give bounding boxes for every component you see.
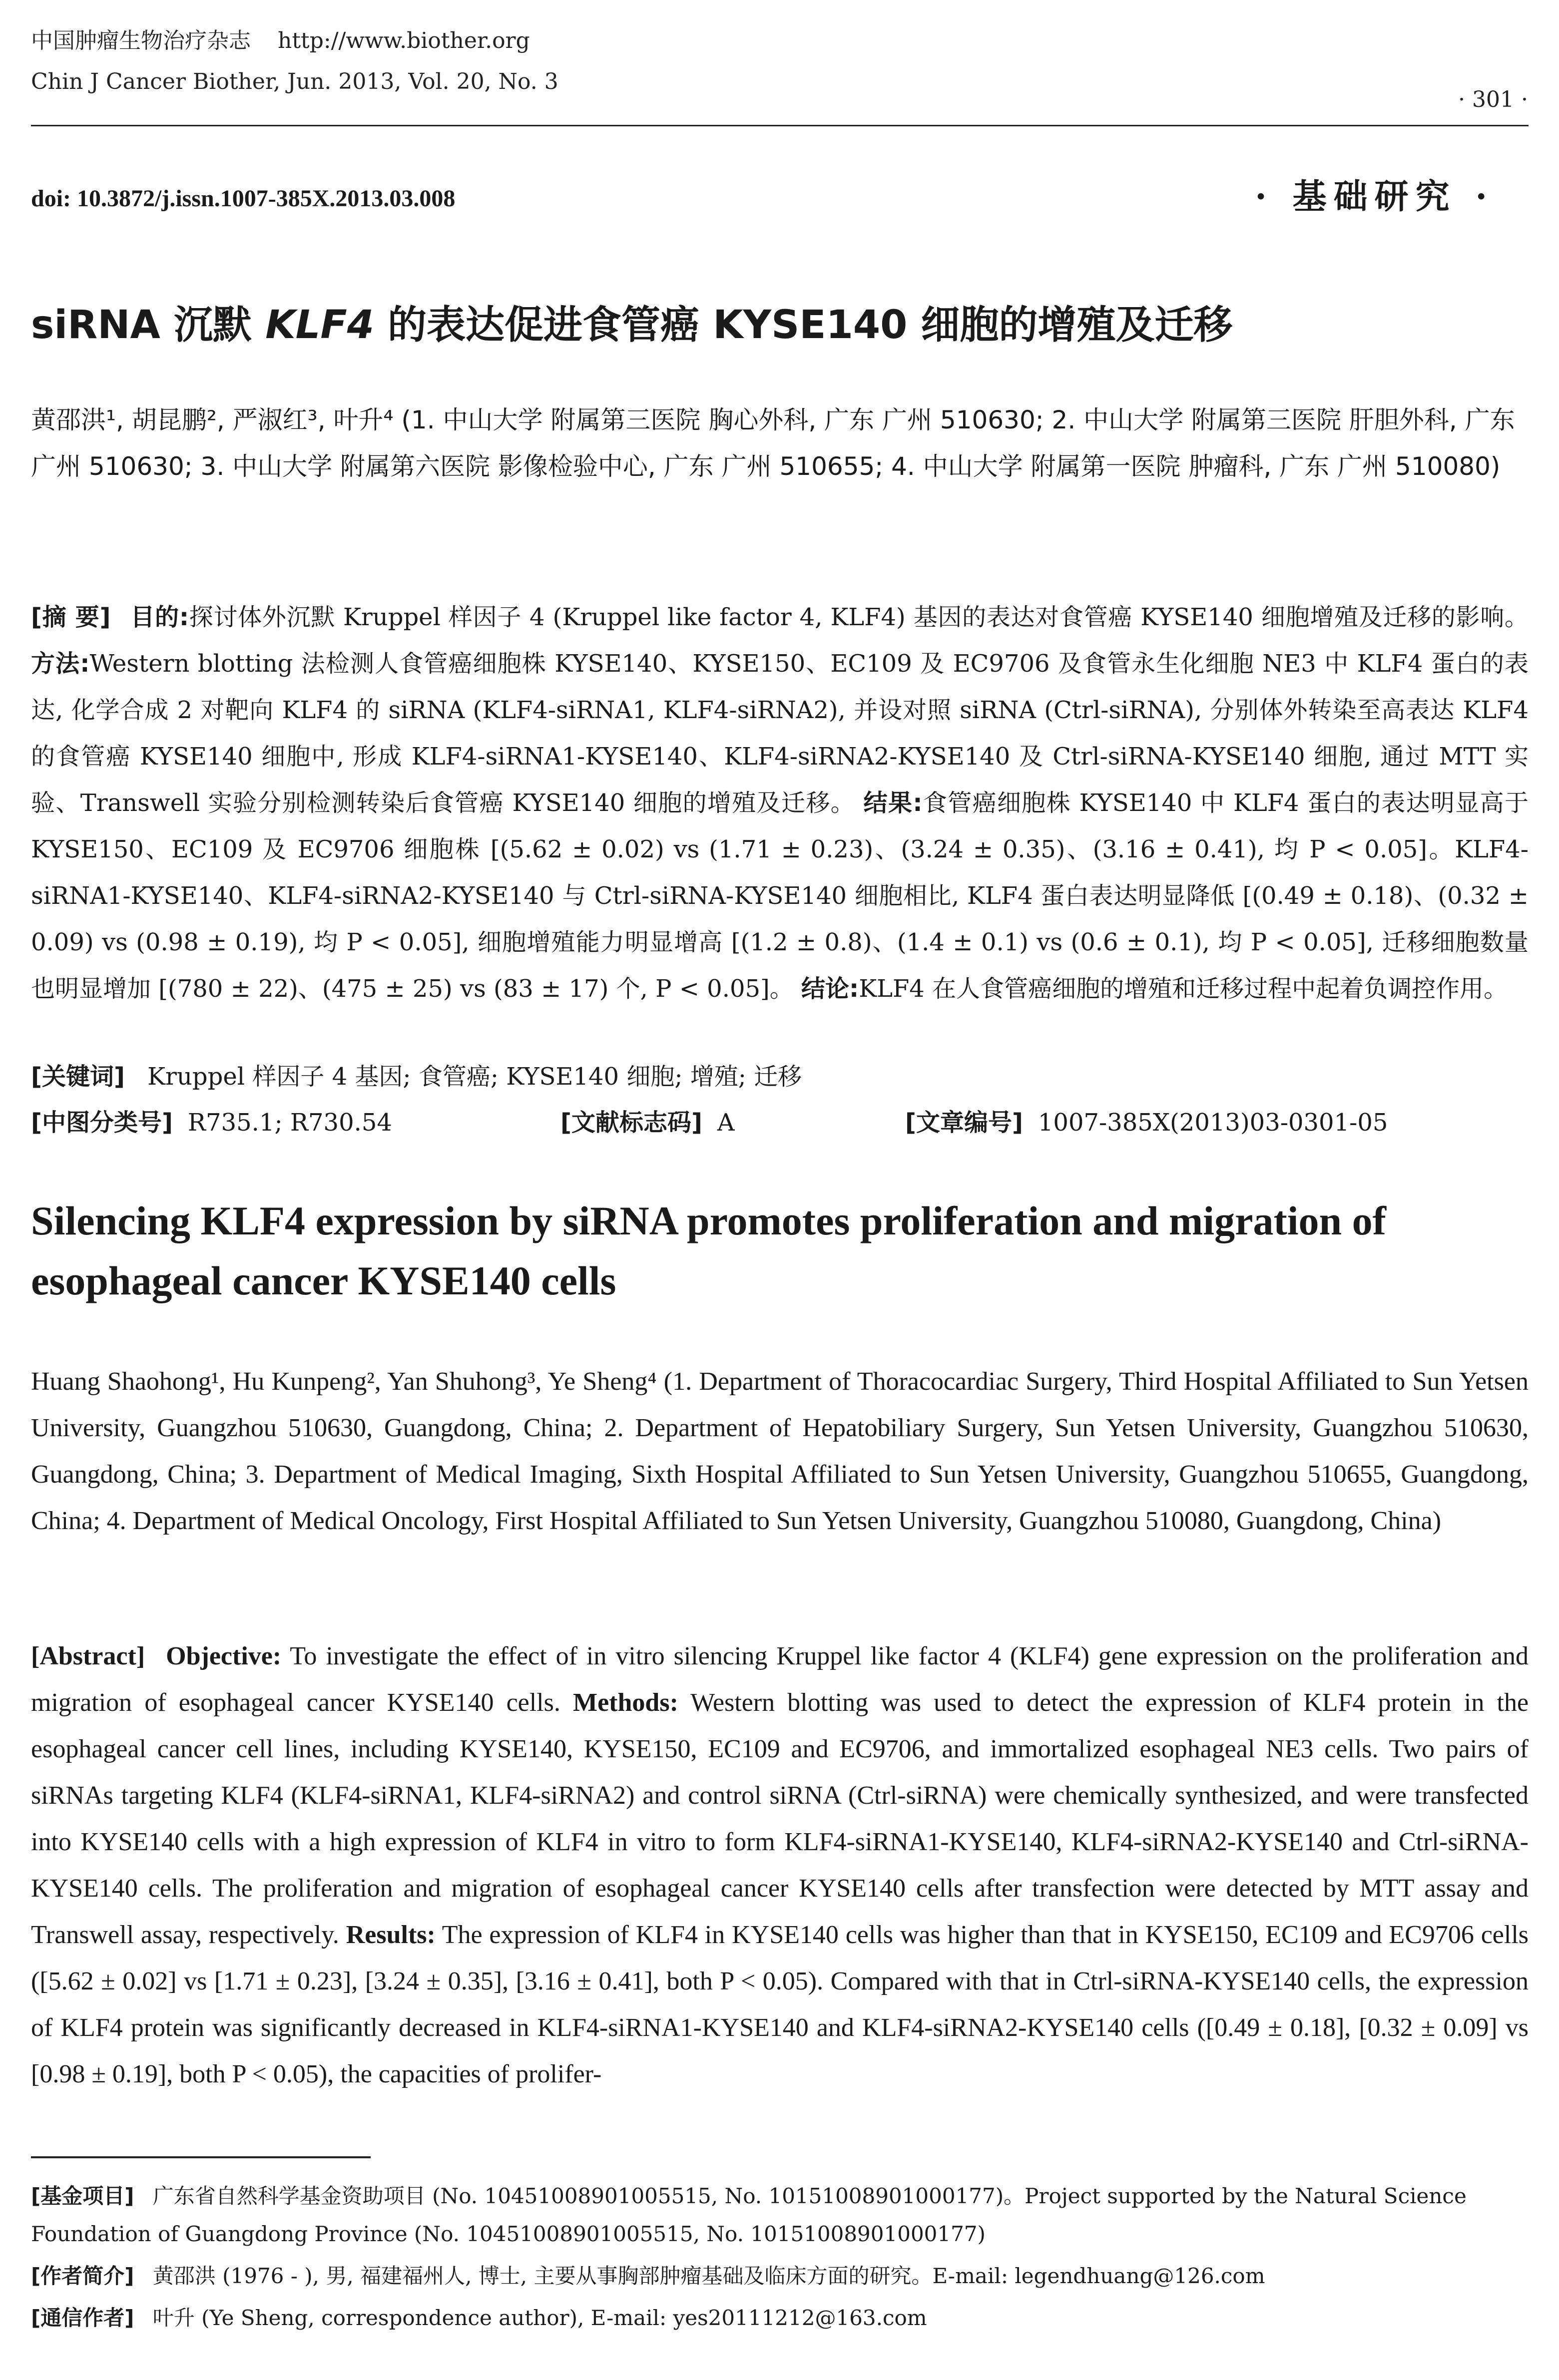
- section-category: · 基础研究 ·: [1255, 177, 1494, 217]
- conclusion-label-cn: 结论:: [801, 975, 859, 1003]
- author-bio-note: [31, 2257, 1529, 2295]
- title-cn-suffix: 的表达促进食管癌 KYSE140 细胞的增殖及迁移: [374, 303, 1233, 348]
- abstract-cn-label: [摘 要]: [31, 603, 111, 631]
- author-bio-text: 黄邵洪 (1976 - ), 男, 福建福州人, 博士, 主要从事胸部肿瘤基础及临床方面的研究。E-mail: legendhuang@126.com: [152, 2264, 1265, 2288]
- results-label-en: Results:: [346, 1921, 436, 1949]
- authors-en: Huang Shaohong¹, Hu Kunpeng², Yan Shuhong³, Ye Sheng⁴ (1. Department of Thoracocardiac Surgery, Third Hospital Affiliated to Sun Yetsen University, Guangzhou 510630, Guangdong, China; 2. Department of Hepatobiliary Surgery, Sun Yetsen University, Guangzhou 510630, Guangdong, China; 3. Department of Medical Imaging, Sixth Hospital Affiliated to Sun Yetsen University, Guangzhou 510655, Guangdong, China; 4. Department of Medical Oncology, First Hospital Affiliated to Sun Yetsen University, Guangzhou 510080, Guangdong, China): [31, 1367, 1529, 1535]
- journal-citation: Chin J Cancer Biother, Jun. 2013, Vol. 20, No. 3: [31, 69, 558, 94]
- objective-label-cn: 目的:: [130, 603, 189, 631]
- title-cn-gene: KLF4: [265, 303, 374, 348]
- running-header: [31, 26, 730, 97]
- results-cn: 食管癌细胞株 KYSE140 中 KLF4 蛋白的表达明显高于 KYSE150、EC109 及 EC9706 细胞株 [(5.62 ± 0.02) vs (1.71 ± 0.23)、(3.24 ± 0.35)、(3.16 ± 0.41), 均 P < 0.05]。KLF4-siRNA1-KYSE140、KLF4-siRNA2-KYSE140 与 Ctrl-siRNA-KYSE140 细胞相比, KLF4 蛋白表达明显降低 [(0.49 ± 0.18)、(0.32 ± 0.09) vs (0.98 ± 0.19), 均 P < 0.05], 细胞增殖能力明显增高 [(1.2 ± 0.8)、(1.4 ± 0.1) vs (0.6 ± 0.1), 均 P < 0.05], 迁移细胞数量也明显增加 [(780 ± 22)、(475 ± 25) vs (83 ± 17) 个, P < 0.05]。: [31, 789, 1529, 1003]
- methods-label-cn: 方法:: [31, 650, 90, 678]
- article-title-en: Silencing KLF4 expression by siRNA promotes proliferation and migration of esophageal cancer KYSE140 cells: [31, 1198, 1386, 1303]
- page-number: · 301 ·: [1458, 87, 1528, 112]
- funding-note: [31, 2177, 1529, 2253]
- doi[interactable]: doi: 10.3872/j.issn.1007-385X.2013.03.008: [31, 185, 456, 212]
- objective-label-en: Objective:: [166, 1642, 282, 1670]
- corresponding-author-note: [31, 2299, 1529, 2337]
- abstract-cn: [31, 594, 1529, 1012]
- article-number-value: 1007-385X(2013)03-0301-05: [1038, 1109, 1388, 1137]
- doc-code-value: A: [717, 1109, 735, 1137]
- keywords-label: [关键词]: [31, 1063, 125, 1091]
- abstract-en: [31, 1633, 1529, 2097]
- results-label-cn: 结果:: [863, 789, 923, 817]
- funding-text: 广东省自然科学基金资助项目 (No. 10451008901005515, No. 10151008901000177)。Project supported by the Natural Science Foundation of Guangdong Province (No. 10451008901005515, No. 10151008901000177): [31, 2184, 1467, 2246]
- corresponding-author-label: [通信作者]: [31, 2306, 134, 2330]
- conclusion-cn: KLF4 在人食管癌细胞的增殖和迁移过程中起着负调控作用。: [859, 975, 1508, 1003]
- authors-cn: 黄邵洪¹, 胡昆鹏², 严淑红³, 叶升⁴ (1. 中山大学 附属第三医院 胸心外科, 广东 广州 510630; 2. 中山大学 附属第三医院 肝胆外科, 广东 广州 510630; 3. 中山大学 附属第六医院 影像检验中心, 广东 广州 510655; 4. 中山大学 附属第一医院 肿瘤科, 广东 广州 510080): [31, 405, 1515, 481]
- author-bio-label: [作者简介]: [31, 2264, 134, 2288]
- journal-name-cn: 中国肿瘤生物治疗杂志: [31, 28, 251, 53]
- footnote-rule: [31, 2156, 371, 2158]
- objective-en: To investigate the effect of in vitro silencing Kruppel like factor 4 (KLF4) gene expression on the proliferation and migration of esophageal cancer KYSE140 cells.: [31, 1642, 1529, 1717]
- corresponding-author-text: 叶升 (Ye Sheng, correspondence author), E-mail: yes20111212@163.com: [152, 2306, 927, 2330]
- header-rule: [31, 125, 1529, 126]
- objective-cn: 探讨体外沉默 Kruppel 样因子 4 (Kruppel like factor 4, KLF4) 基因的表达对食管癌 KYSE140 细胞增殖及迁移的影响。: [189, 603, 1529, 631]
- methods-en: Western blotting was used to detect the expression of KLF4 protein in the esophageal cancer cell lines, including KYSE140, KYSE150, EC109 and EC9706, and immortalized esophageal NE3 cells. Two pairs of siRNAs targeting KLF4 (KLF4-siRNA1, KLF4-siRNA2) and control siRNA (Ctrl-siRNA) were chemically synthesized, and were transfected into KYSE140 cells with a high expression of KLF4 in vitro to form KLF4-siRNA1-KYSE140, KLF4-siRNA2-KYSE140 and Ctrl-siRNA-KYSE140 cells. The proliferation and migration of esophageal cancer KYSE140 cells after transfection were detected by MTT assay and Transwell assay, respectively.: [31, 1688, 1529, 1949]
- classification-row: [31, 1100, 1529, 1146]
- clc-value: R735.1; R730.54: [187, 1109, 392, 1137]
- clc-label: [中图分类号]: [31, 1109, 173, 1137]
- keywords-value: Kruppel 样因子 4 基因; 食管癌; KYSE140 细胞; 增殖; 迁移: [147, 1063, 802, 1091]
- article-number-label: [文章编号]: [905, 1109, 1023, 1137]
- article-title-cn: [31, 294, 1529, 350]
- keywords-cn: [31, 1054, 1529, 1100]
- doc-code-label: [文献标志码]: [560, 1109, 702, 1137]
- methods-label-en: Methods:: [573, 1688, 678, 1717]
- methods-cn: Western blotting 法检测人食管癌细胞株 KYSE140、KYSE150、EC109 及 EC9706 及食管永生化细胞 NE3 中 KLF4 蛋白的表达, 化学合成 2 对靶向 KLF4 的 siRNA (KLF4-siRNA1, KLF4-siRNA2), 并设对照 siRNA (Ctrl-siRNA), 分别体外转染至高表达 KLF4 的食管癌 KYSE140 细胞中, 形成 KLF4-siRNA1-KYSE140、KLF4-siRNA2-KYSE140 及 Ctrl-siRNA-KYSE140 细胞, 通过 MTT 实验、Transwell 实验分别检测转染后食管癌 KYSE140 细胞的增殖及迁移。: [31, 650, 1529, 817]
- results-en: The expression of KLF4 in KYSE140 cells was higher than that in KYSE150, EC109 and EC9706 cells ([5.62 ± 0.02] vs [1.71 ± 0.23], [3.24 ± 0.35], [3.16 ± 0.41], both P < 0.05). Compared with that in Ctrl-siRNA-KYSE140 cells, the expression of KLF4 protein was significantly decreased in KLF4-siRNA1-KYSE140 and KLF4-siRNA2-KYSE140 cells ([0.49 ± 0.18], [0.32 ± 0.09] vs [0.98 ± 0.19], both P < 0.05), the capacities of prolifer-: [31, 1921, 1529, 2088]
- footnotes: [31, 2177, 1529, 2337]
- abstract-en-label: [Abstract]: [31, 1642, 145, 1670]
- title-cn-prefix: siRNA 沉默: [31, 303, 266, 348]
- journal-url[interactable]: http://www.biother.org: [278, 28, 530, 53]
- funding-label: [基金项目]: [31, 2184, 134, 2208]
